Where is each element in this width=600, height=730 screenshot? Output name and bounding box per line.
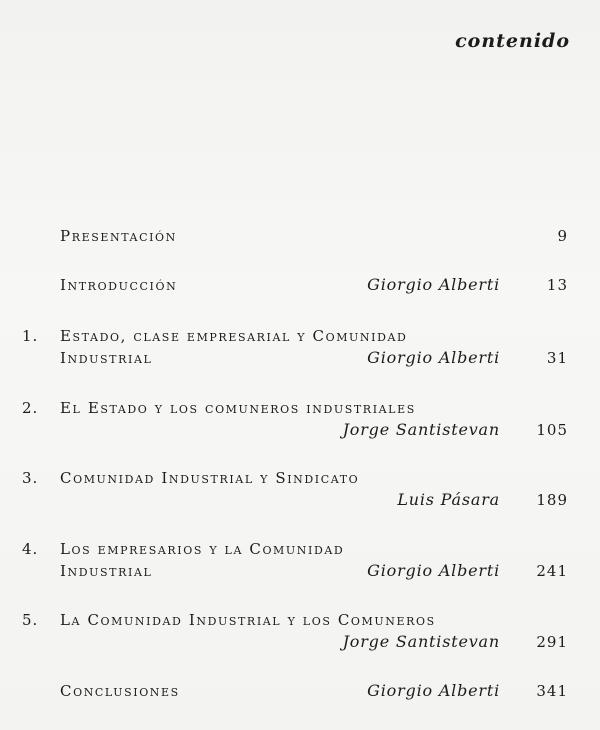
toc-entry-page: 13 xyxy=(546,276,568,294)
toc-entry-page: 31 xyxy=(546,349,568,367)
toc-entry-page: 241 xyxy=(536,562,568,580)
toc-entry-author: Jorge Santistevan xyxy=(342,420,500,439)
toc-entry-title: Conclusiones xyxy=(60,682,180,700)
toc-entry-title: La Comunidad Industrial y los Comuneros xyxy=(60,611,436,629)
toc-entry-title: Presentación xyxy=(60,227,177,245)
toc-entry-chapter-4 xyxy=(20,538,570,582)
toc-entry-number: 4. xyxy=(22,540,39,558)
toc-entry-page: 189 xyxy=(536,491,568,509)
toc-entry-title: Comunidad Industrial y Sindicato xyxy=(60,469,360,487)
toc-entry-page: 9 xyxy=(557,227,568,245)
toc-entry-chapter-1 xyxy=(20,325,570,369)
toc-entry-conclusiones xyxy=(20,680,570,702)
toc-entry-number: 3. xyxy=(22,469,39,487)
toc-entry-author: Giorgio Alberti xyxy=(367,561,500,580)
toc-entry-title-continued: Industrial xyxy=(60,349,153,367)
toc-entry-presentacion xyxy=(20,225,570,247)
toc-entry-title: Introducción xyxy=(60,276,178,294)
toc-entry-page: 105 xyxy=(536,421,568,439)
toc-entry-number: 2. xyxy=(22,399,39,417)
toc-entry-author: Giorgio Alberti xyxy=(367,681,500,700)
toc-entry-title: Los empresarios y la Comunidad xyxy=(60,540,345,558)
toc-entry-chapter-2 xyxy=(20,397,570,441)
toc-entry-page: 291 xyxy=(536,633,568,651)
contents-heading: contenido xyxy=(455,30,570,52)
toc-entry-author: Giorgio Alberti xyxy=(367,275,500,294)
toc-entry-title-continued: Industrial xyxy=(60,562,153,580)
toc-entry-page: 341 xyxy=(536,682,568,700)
toc-entry-chapter-5 xyxy=(20,609,570,653)
toc-entry-title: El Estado y los comuneros industriales xyxy=(60,399,416,417)
toc-entry-introduccion xyxy=(20,274,570,296)
toc-entry-author: Luis Pásara xyxy=(397,490,500,509)
toc-entry-chapter-3 xyxy=(20,467,570,511)
toc-entry-number: 1. xyxy=(22,327,39,345)
toc-entry-number: 5. xyxy=(22,611,39,629)
toc-entry-author: Giorgio Alberti xyxy=(367,348,500,367)
toc-entry-author: Jorge Santistevan xyxy=(342,632,500,651)
toc-entry-title: Estado, clase empresarial y Comunidad xyxy=(60,327,408,345)
